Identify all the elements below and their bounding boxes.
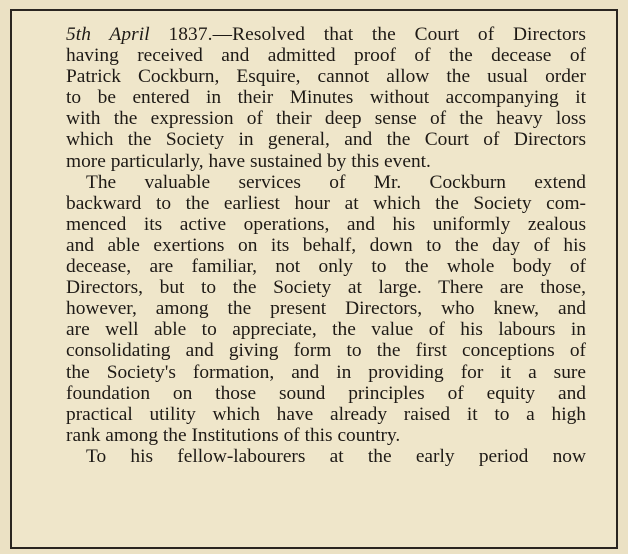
text-line: The valuable services of Mr. Cockburn extend <box>86 171 586 193</box>
text-line: to be entered in their Minutes without accompanying it <box>66 87 586 109</box>
text-line: the Society's formation, and in providing for it a sure <box>66 361 586 383</box>
text-line: Directors, but to the Society at large. There are those, <box>66 277 586 299</box>
text-line: which the Society in general, and the Court of Directors <box>66 129 586 151</box>
text-line: consolidating and giving form to the first conceptions of <box>66 340 586 362</box>
text-line: Patrick Cockburn, Esquire, cannot allow the usual order <box>66 66 586 88</box>
text-line: To his fellow-labourers at the early period now <box>86 445 586 467</box>
text-line: rank among the Institutions of this country. <box>66 424 401 446</box>
text-line: having received and admitted proof of the decease of <box>66 45 586 67</box>
text-line: foundation on those sound principles of equity and <box>66 382 586 404</box>
text-line: are well able to appreciate, the value of his labours in <box>66 319 586 341</box>
year-label: 1837. <box>168 24 213 45</box>
text-line: menced its active operations, and his uniformly zealous <box>66 213 586 235</box>
text-line: more particularly, have sustained by this event. <box>66 150 431 172</box>
date-label: 5th April <box>66 24 150 45</box>
text-line: practical utility which have already raised it to a high <box>66 403 586 425</box>
text-line-content: —Resolved that the Court of Directors <box>212 24 586 45</box>
text-line: decease, are familiar, not only to the whole body of <box>66 256 586 278</box>
text-line: backward to the earliest hour at which the Society com- <box>66 192 586 214</box>
text-line: however, among the present Directors, who knew, and <box>66 298 586 320</box>
text-line: with the expression of their deep sense of the heavy loss <box>66 108 586 130</box>
text-line: and able exertions on its behalf, down to the day of his <box>66 234 586 256</box>
resolution-text <box>66 24 586 467</box>
text-line <box>66 24 586 45</box>
